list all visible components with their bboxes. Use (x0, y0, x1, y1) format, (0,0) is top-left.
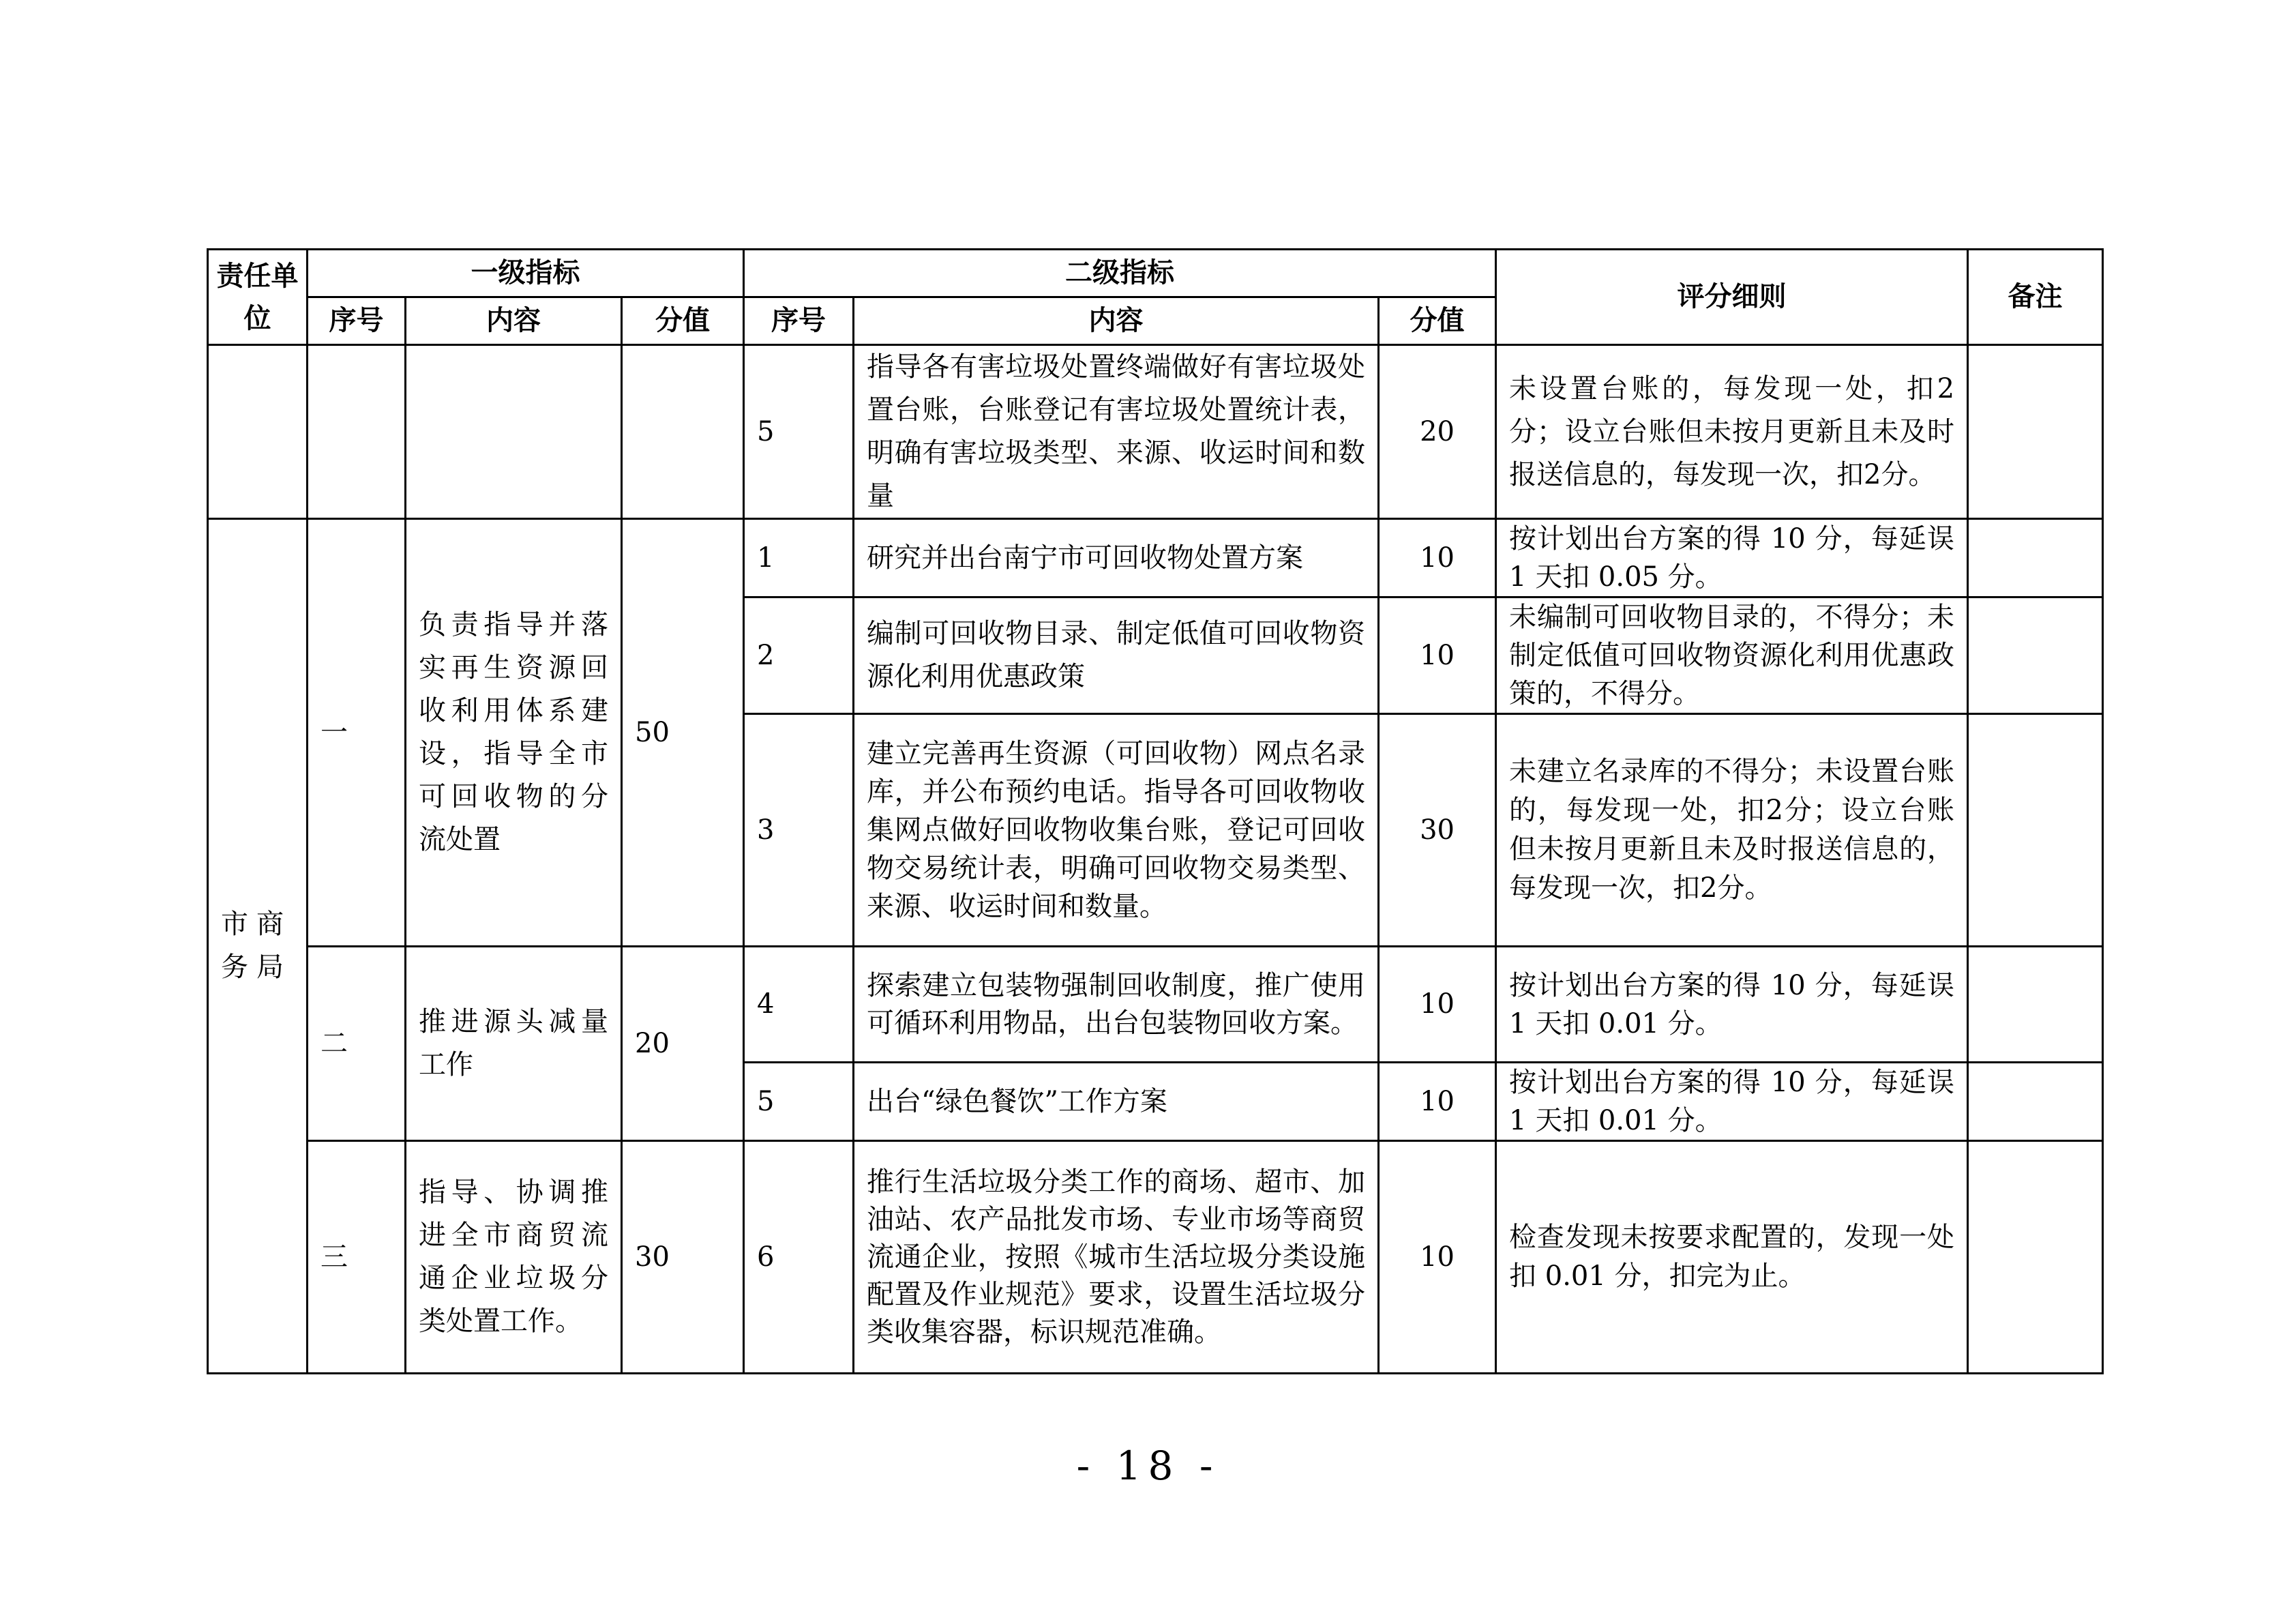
cell-rules: 未建立名录库的不得分；未设置台账的，每发现一处，扣2分；设立台账但未按月更新且未及时报送信息的，每发现一次，扣2分。 (1496, 714, 1968, 947)
cell-l2-seq: 6 (744, 1141, 854, 1374)
cell-l2-content: 出台“绿色餐饮”工作方案 (854, 1063, 1379, 1141)
cell-rules: 按计划出台方案的得 10 分，每延误 1 天扣 0.01 分。 (1496, 947, 1968, 1063)
cell-l2-score: 10 (1379, 597, 1496, 714)
cell-remark (1968, 345, 2103, 519)
cell-l2-score: 30 (1379, 714, 1496, 947)
cell-l2-seq: 1 (744, 519, 854, 597)
header-content: 内容 (406, 297, 622, 345)
cell-l1-content: 负责指导并落实再生资源回收利用体系建设，指导全市可回收物的分流处置 (406, 519, 622, 947)
cell-l2-content: 指导各有害垃圾处置终端做好有害垃圾处置台账，台账登记有害垃圾处置统计表，明确有害垃圾类型、来源、收运时间和数量 (854, 345, 1379, 519)
header-row-1 (208, 250, 2103, 297)
cell-l1-score: 50 (622, 519, 744, 947)
cell-l2-seq: 2 (744, 597, 854, 714)
cell-l1-score-empty (622, 345, 744, 519)
cell-l1-seq: 二 (308, 947, 406, 1141)
cell-l1-seq: 一 (308, 519, 406, 947)
cell-remark (1968, 519, 2103, 597)
cell-rules: 检查发现未按要求配置的，发现一处扣 0.01 分，扣完为止。 (1496, 1141, 1968, 1374)
cell-rules: 未设置台账的，每发现一处，扣2分；设立台账但未按月更新且未及时报送信息的，每发现一次，扣2分。 (1496, 345, 1968, 519)
cell-l2-content: 研究并出台南宁市可回收物处置方案 (854, 519, 1379, 597)
table-row (208, 345, 2103, 519)
cell-l2-score: 10 (1379, 519, 1496, 597)
cell-remark (1968, 597, 2103, 714)
cell-l1-content: 推进源头减量工作 (406, 947, 622, 1141)
cell-l2-score: 10 (1379, 947, 1496, 1063)
header-remark: 备注 (1968, 250, 2103, 345)
cell-remark (1968, 947, 2103, 1063)
cell-l2-score: 10 (1379, 1141, 1496, 1374)
cell-rules: 按计划出台方案的得 10 分，每延误 1 天扣 0.05 分。 (1496, 519, 1968, 597)
cell-remark (1968, 1063, 2103, 1141)
cell-l1-score: 30 (622, 1141, 744, 1374)
page-number: - 18 - (1076, 1443, 1220, 1489)
cell-l2-seq: 4 (744, 947, 854, 1063)
header-unit: 责任单位 (208, 250, 308, 345)
cell-remark (1968, 714, 2103, 947)
header-score2: 分值 (1379, 297, 1496, 345)
cell-l1-seq: 三 (308, 1141, 406, 1374)
cell-unit: 市商务局 (208, 519, 308, 1374)
cell-l1-content: 指导、协调推进全市商贸流通企业垃圾分类处置工作。 (406, 1141, 622, 1374)
cell-rules: 未编制可回收物目录的，不得分；未制定低值可回收物资源化利用优惠政策的，不得分。 (1496, 597, 1968, 714)
header-level2: 二级指标 (744, 250, 1496, 297)
cell-l2-seq: 5 (744, 1063, 854, 1141)
table-row (208, 519, 2103, 597)
header-seq: 序号 (308, 297, 406, 345)
cell-remark (1968, 1141, 2103, 1374)
cell-l2-seq: 3 (744, 714, 854, 947)
cell-unit-empty (208, 345, 308, 519)
header-seq2: 序号 (744, 297, 854, 345)
cell-l2-content: 建立完善再生资源（可回收物）网点名录库，并公布预约电话。指导各可回收物收集网点做好回收物收集台账，登记可回收物交易统计表，明确可回收物交易类型、来源、收运时间和数量。 (854, 714, 1379, 947)
cell-l1-seq-empty (308, 345, 406, 519)
cell-l1-score: 20 (622, 947, 744, 1141)
cell-l2-score: 10 (1379, 1063, 1496, 1141)
header-content2: 内容 (854, 297, 1379, 345)
cell-l2-content: 探索建立包装物强制回收制度，推广使用可循环利用物品，出台包装物回收方案。 (854, 947, 1379, 1063)
scoring-table (207, 248, 2104, 1374)
cell-l1-content-empty (406, 345, 622, 519)
header-score: 分值 (622, 297, 744, 345)
cell-l2-score: 20 (1379, 345, 1496, 519)
header-rules: 评分细则 (1496, 250, 1968, 345)
header-level1: 一级指标 (308, 250, 744, 297)
cell-l2-content: 推行生活垃圾分类工作的商场、超市、加油站、农产品批发市场、专业市场等商贸流通企业，按照《城市生活垃圾分类设施配置及作业规范》要求，设置生活垃圾分类收集容器，标识规范准确。 (854, 1141, 1379, 1374)
table-row (208, 1141, 2103, 1374)
table-row (208, 947, 2103, 1063)
cell-l2-seq: 5 (744, 345, 854, 519)
cell-l2-content: 编制可回收物目录、制定低值可回收物资源化利用优惠政策 (854, 597, 1379, 714)
cell-rules: 按计划出台方案的得 10 分，每延误 1 天扣 0.01 分。 (1496, 1063, 1968, 1141)
